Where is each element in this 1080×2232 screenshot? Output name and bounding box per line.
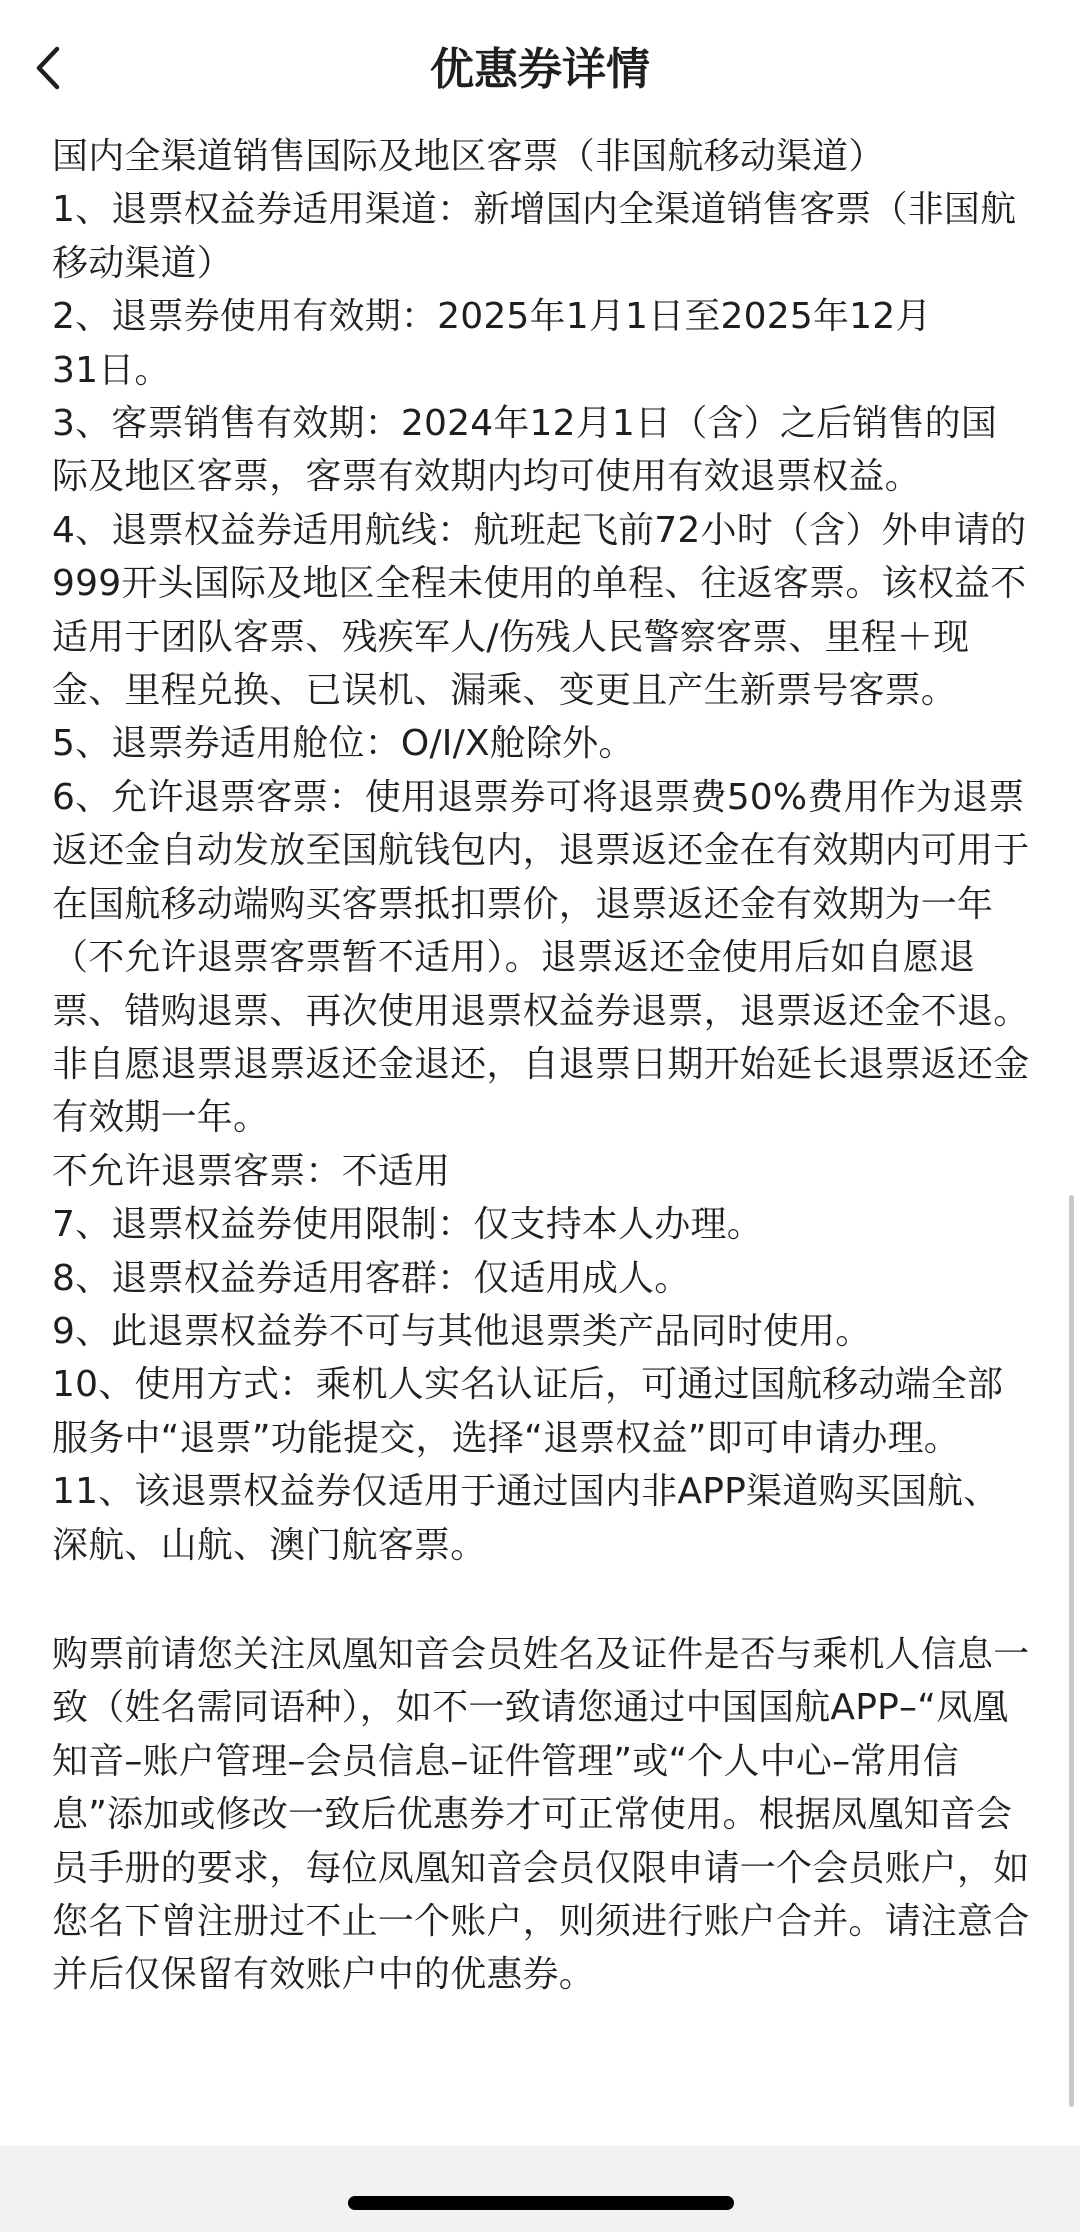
coupon-detail-content [52, 130, 1032, 2130]
coupon-rules-text: 国内全渠道销售国际及地区客票（非国航移动渠道） 1、退票权益券适用渠道：新增国内全渠道销售客票（非国航移动渠道） 2、退票券使用有效期：2025年1月1日至2025年12月 31日。 3、客票销售有效期：2024年12月1日（含）之后销售的国际及地区客票，客票有效期内均可使用有效退票权益。 4、退票权益券适用航线：航班起飞前72小时（含）外申请的999开头国际及地区全程未使用的单程、往返客票。该权益不适用于团队客票、残疾军人/伤残人民警察客票、里程＋现金、里程兑换、已误机、漏乘、变更且产生新票号客票。 5、退票券适用舱位：O/I/X舱除外。 6、允许退票客票：使用退票券可将退票费50%费用作为退票返还金自动发放至国航钱包内，退票返还金在有效期内可用于在国航移动端购买客票抵扣票价，退票返还金有效期为一年（不允许退票客票暂不适用）。退票返还金使用后如自愿退票、错购退票、再次使用退票权益券退票，退票返还金不退。非自愿退票退票返还金退还，自退票日期开始延长退票返还金有效期一年。 不允许退票客票：不适用 7、退票权益券使用限制：仅支持本人办理。 8、退票权益券适用客群：仅适用成人。 9、此退票权益券不可与其他退票类产品同时使用。 10、使用方式：乘机人实名认证后，可通过国航移动端全部服务中“退票”功能提交，选择“退票权益”即可申请办理。 11、该退票权益券仅适用于通过国内非APP渠道购买国航、深航、山航、澳门航客票。 [52, 136, 1030, 1566]
scrollbar[interactable] [1069, 1195, 1074, 2107]
navigation-bar [0, 0, 1080, 138]
membership-notice-text: 购票前请您关注凤凰知音会员姓名及证件是否与乘机人信息一致（姓名需同语种），如不一致请您通过中国国航APP–“凤凰知音–账户管理–会员信息–证件管理”或“个人中心–常用信息”添加或修改一致后优惠券才可正常使用。根据凤凰知音会员手册的要求，每位凤凰知音会员仅限申请一个会员账户，如您名下曾注册过不止一个账户，则须进行账户合并。请注意合并后仅保留有效账户中的优惠券。 [52, 1633, 1030, 1996]
home-indicator[interactable] [348, 2196, 734, 2210]
page-title: 优惠券详情 [430, 44, 650, 95]
bottom-safe-area [0, 2146, 1080, 2232]
